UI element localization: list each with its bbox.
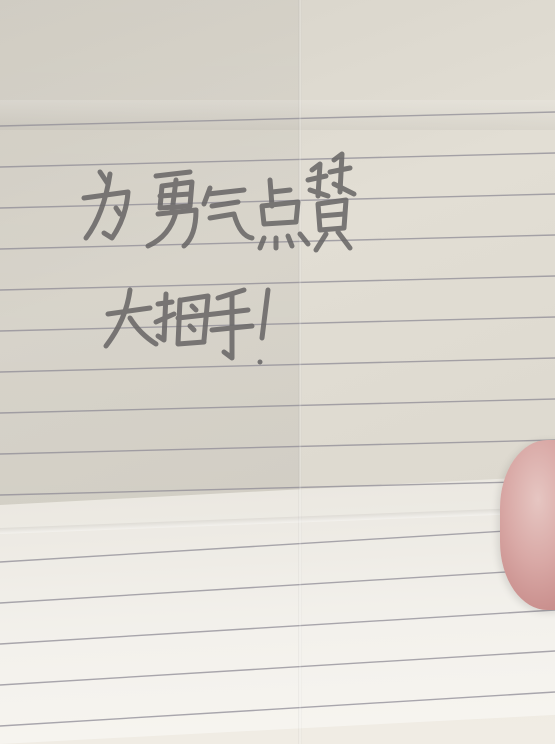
handwritten-line-1 [84, 154, 354, 250]
handwritten-line-2 [106, 290, 268, 365]
char-mu [156, 294, 214, 344]
char-qi [204, 188, 252, 238]
char-shou [212, 290, 252, 358]
char-dian [260, 180, 308, 248]
char-wei [84, 172, 128, 238]
char-da [106, 290, 156, 346]
char-exclamation [258, 290, 269, 365]
char-zan [308, 154, 354, 250]
char-yong [148, 172, 196, 246]
